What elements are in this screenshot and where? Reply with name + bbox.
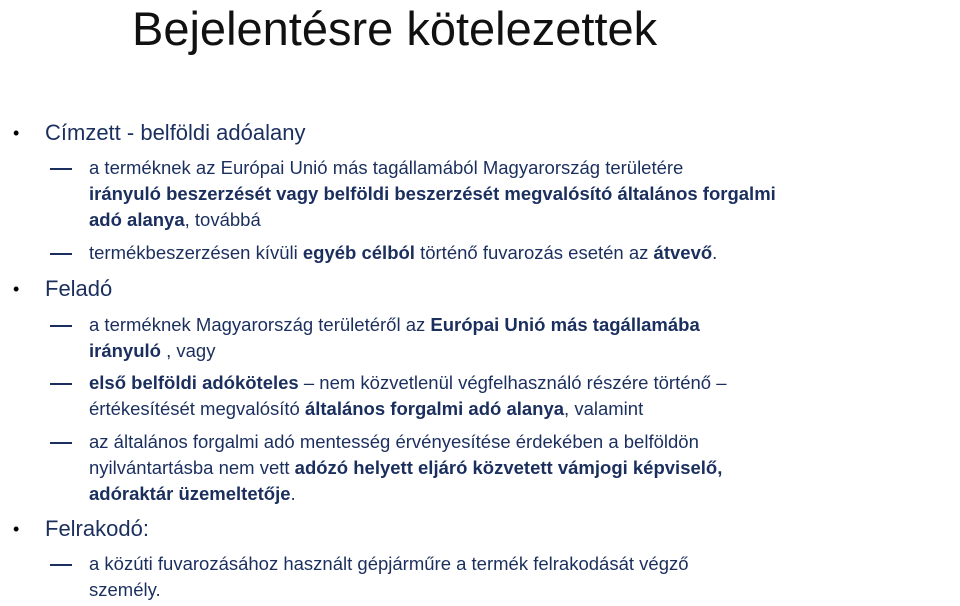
list-item-text bbox=[89, 240, 959, 266]
text-segment: . bbox=[712, 242, 718, 263]
text-segment: a terméknek Magyarország területéről az bbox=[89, 314, 431, 335]
bold-text: első belföldi adóköteles bbox=[89, 372, 299, 393]
text-segment: , továbbá bbox=[184, 209, 261, 230]
text-segment: , valamint bbox=[564, 398, 644, 419]
bold-text: egyéb célból bbox=[302, 242, 415, 263]
bullet-dot: • bbox=[13, 123, 20, 143]
text-segment: az általános forgalmi adó mentesség érvényesítése érdekében a belföldön bbox=[89, 431, 699, 452]
section-heading: Feladó bbox=[45, 276, 113, 301]
bold-text: irányuló beszerzését vagy belföldi beszerzését megvalósító általános forgalmi bbox=[89, 183, 776, 204]
text-line bbox=[89, 481, 959, 507]
text-segment: . bbox=[290, 483, 296, 504]
list-item-text bbox=[89, 370, 959, 422]
text-segment: nyilvántartásba nem vett bbox=[89, 457, 295, 478]
bold-text: Európai Unió más tagállamába bbox=[430, 314, 700, 335]
text-line bbox=[89, 207, 959, 233]
text-segment: értékesítését megvalósító bbox=[89, 398, 305, 419]
list-item-text bbox=[89, 155, 959, 233]
text-line bbox=[89, 240, 959, 266]
section-heading: Felrakodó: bbox=[45, 516, 149, 541]
bold-text: adózó helyett eljáró közvetett vámjogi képviselő, bbox=[294, 457, 723, 478]
list-item-text bbox=[89, 312, 959, 364]
bullet-dot: • bbox=[13, 519, 20, 539]
text-line bbox=[89, 577, 959, 603]
bold-text: adóraktár üzemeltetője bbox=[89, 483, 291, 504]
text-segment: személy. bbox=[89, 579, 161, 600]
text-line bbox=[89, 551, 959, 577]
list-item-text bbox=[89, 429, 959, 507]
text-segment: – nem közvetlenül végfelhasználó részére történő – bbox=[298, 372, 727, 393]
text-segment: történő fuvarozás esetén az bbox=[414, 242, 654, 263]
text-line bbox=[89, 181, 959, 207]
text-line bbox=[89, 338, 959, 364]
bold-text: adó alanya bbox=[89, 209, 185, 230]
bold-text: általános forgalmi adó alanya bbox=[304, 398, 565, 419]
text-line bbox=[89, 312, 959, 338]
bullet-dot: • bbox=[13, 279, 20, 299]
bold-text: irányuló bbox=[89, 340, 161, 361]
bold-text: átvevő bbox=[653, 242, 713, 263]
text-line bbox=[89, 396, 959, 422]
text-line bbox=[89, 155, 959, 181]
list-item-text bbox=[89, 551, 959, 603]
slide-title: Bejelentésre kötelezettek bbox=[132, 2, 658, 55]
text-segment: , vagy bbox=[160, 340, 216, 361]
text-segment: a közúti fuvarozásához használt gépjárműre a termék felrakodását végző bbox=[89, 553, 689, 574]
text-segment: a terméknek az Európai Unió más tagállamából Magyarország területére bbox=[89, 157, 684, 178]
text-segment: termékbeszerzésen kívüli bbox=[89, 242, 303, 263]
text-line bbox=[89, 429, 959, 455]
text-line bbox=[89, 455, 959, 481]
section-heading: Címzett - belföldi adóalany bbox=[45, 120, 306, 145]
text-line bbox=[89, 370, 959, 396]
